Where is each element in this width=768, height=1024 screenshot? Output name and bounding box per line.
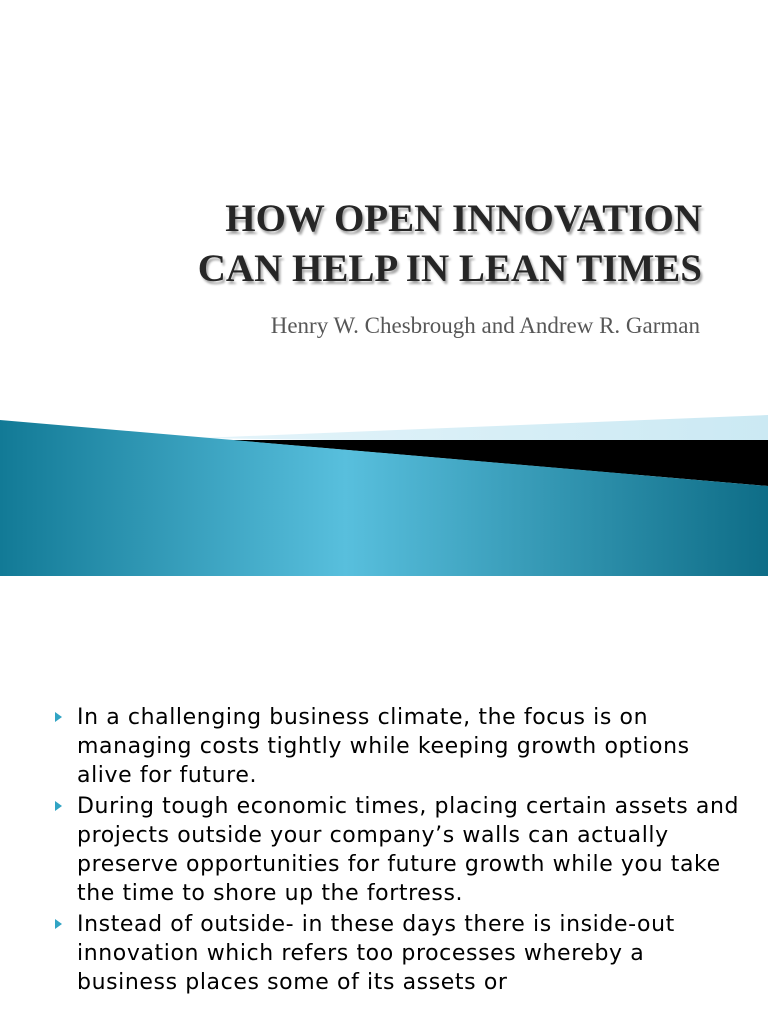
triangle-bullet-icon	[55, 919, 62, 929]
triangle-bullet-icon	[55, 712, 62, 722]
bullet-text: During tough economic times, placing certain assets and projects outside your company’s walls can actually preserve opportunities for future growth while you take the time to shore up the fortress.	[77, 794, 740, 906]
slide-title	[42, 194, 702, 294]
bullet-item	[52, 792, 742, 908]
title-line-2: CAN HELP IN LEAN TIMES	[197, 247, 702, 290]
triangle-bullet-icon	[55, 801, 62, 811]
slide-subtitle: Henry W. Chesbrough and Andrew R. Garman	[270, 313, 700, 338]
pale-stripe	[200, 415, 768, 440]
bullet-list	[52, 703, 742, 999]
content-slide	[0, 576, 768, 1024]
bullet-text: In a challenging business climate, the focus is on managing costs tightly while keeping growth options alive for future.	[77, 705, 690, 788]
bullet-text: Instead of outside- in these days there is inside-out innovation which refers too processes whereby a business places some of its assets or	[77, 912, 675, 995]
bullet-item	[52, 703, 742, 790]
bullet-item	[52, 910, 742, 997]
decorative-wave-band	[0, 410, 768, 576]
title-line-1: HOW OPEN INNOVATION	[225, 197, 702, 240]
